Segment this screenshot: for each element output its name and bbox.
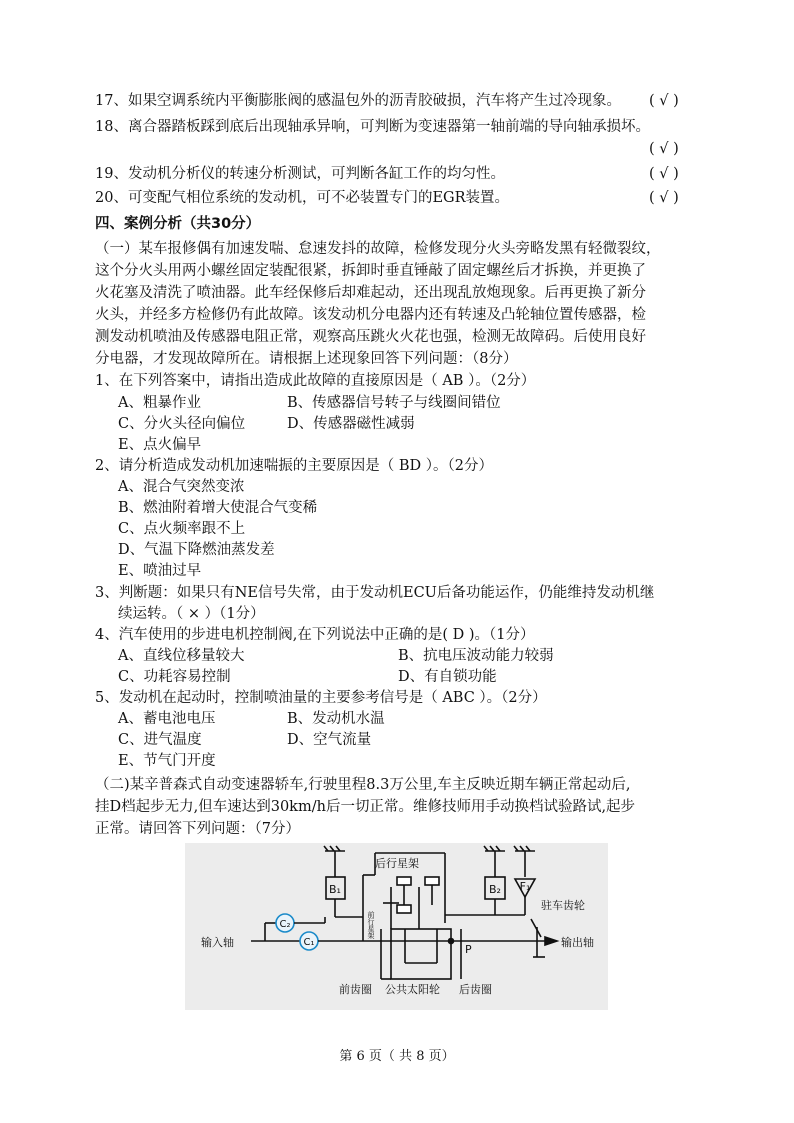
b1-label: B₁ — [329, 883, 341, 896]
tf-item-18: 18、离合器踏板踩到底后出现轴承异响，可判断为变速器第一轴前端的导向轴承损坏。 — [95, 119, 650, 135]
q2-option-c: C、点火频率跟不上 — [118, 521, 246, 537]
question-2: 2、请分析造成发动机加速喘振的主要原因是（ BD ）。（2分） — [95, 458, 493, 474]
parking-gear-label: 驻车齿轮 — [541, 899, 585, 912]
case1-line: 这个分火头用两小螺丝固定装配很紧，拆卸时垂直锤敲了固定螺丝后才拆换，并更换了 — [95, 263, 646, 279]
input-shaft-label: 输入轴 — [201, 936, 234, 949]
tf-item-20: 20、可变配气相位系统的发动机，可不必装置专门的EGR装置。 — [95, 190, 510, 206]
rear-ring-label: 后齿圈 — [459, 983, 492, 996]
q2-option-d: D、气温下降燃油蒸发差 — [118, 542, 275, 558]
case1-line: 火花塞及清洗了喷油器。此车经保修后却难起动，还出现乱放炮现象。后再更换了新分 — [95, 285, 646, 301]
tf-answer-20: ( √ ) — [649, 190, 679, 206]
case1-line: 测发动机喷油及传感器电阻正常，观察高压跳火火花也强，检测无故障码。后使用良好 — [95, 329, 646, 345]
q2-option-b: B、燃油附着增大使混合气变稀 — [118, 500, 318, 516]
q4-option-b: B、抗电压波动能力较弱 — [398, 648, 554, 664]
ground-b1 — [324, 846, 345, 877]
tf-answer-17: ( √ ) — [649, 93, 679, 109]
ground-b2 — [484, 846, 505, 877]
p-label: P — [465, 943, 472, 956]
front-carrier-label: 前行星架 — [367, 911, 375, 939]
q5-option-c: C、进气温度 — [118, 732, 202, 748]
case1-line: 火头，并经多方检修仍有此故障。该发动机分电器内还有转速及凸轮轴位置传感器，检 — [95, 307, 646, 323]
q1-option-d: D、传感器磁性减弱 — [287, 416, 415, 432]
q2-option-a: A、混合气突然变浓 — [118, 479, 245, 495]
tf-answer-18: ( √ ) — [649, 141, 679, 157]
q5-option-e: E、节气门开度 — [118, 753, 216, 769]
ground-f1 — [514, 846, 535, 877]
q1-option-e: E、点火偏早 — [118, 437, 202, 453]
q4-option-c: C、功耗容易控制 — [118, 669, 231, 685]
case2-line: 挂D档起步无力,但车速达到30km/h后一切正常。维修技师用手动换档试验路试,起步 — [95, 799, 636, 815]
case1-line: 分电器，才发现故障所在。请根据上述现象回答下列问题：（8分） — [95, 351, 518, 367]
q5-option-b: B、发动机水温 — [287, 711, 385, 727]
c1-label: C₁ — [303, 937, 315, 948]
q5-option-a: A、蓄电池电压 — [118, 711, 216, 727]
case2-line: （二)某辛普森式自动变速器轿车,行驶里程8.3万公里,车主反映近期车辆正常起动后, — [95, 777, 631, 793]
case1-line: （一）某车报修偶有加速发喘、怠速发抖的故障，检修发现分火头旁略发黑有轻微裂纹， — [95, 241, 661, 257]
q5-option-d: D、空气流量 — [287, 732, 372, 748]
tf-item-17: 17、如果空调系统内平衡膨胀阀的感温包外的沥青胶破损，汽车将产生过冷现象。 — [95, 93, 621, 109]
output-shaft-label: 输出轴 — [561, 936, 594, 949]
page-footer: 第 6 页（ 共 8 页） — [339, 1049, 455, 1064]
q2-option-e: E、喷油过早 — [118, 563, 202, 579]
sun-gear-drum — [391, 929, 451, 979]
question-3-cont: 续运转。（ × ）（1分） — [118, 606, 265, 622]
c2-label: C₂ — [279, 919, 291, 930]
q4-option-a: A、直线位移量较大 — [118, 648, 245, 664]
case2-line: 正常。请回答下列问题：（7分） — [95, 821, 300, 837]
sun-gear-label: 公共太阳轮 — [385, 983, 440, 996]
rear-carrier-label: 后行星架 — [375, 857, 419, 870]
q1-option-c: C、分火头径向偏位 — [118, 416, 246, 432]
q1-option-b: B、传感器信号转子与线圈间错位 — [287, 395, 501, 411]
question-1: 1、在下列答案中，请指出造成此故障的直接原因是（ AB ）。（2分） — [95, 373, 536, 389]
gearset-diagram — [185, 843, 608, 1010]
question-3: 3、判断题：如果只有NE信号失常，由于发动机ECU后备功能运作，仍能维持发动机继 — [95, 585, 655, 601]
section-title: 四、案例分析（共30分） — [95, 216, 261, 232]
q1-option-a: A、粗暴作业 — [118, 395, 201, 411]
f1-label: F₁ — [519, 880, 531, 893]
question-5: 5、发动机在起动时，控制喷油量的主要参考信号是（ ABC ）。（2分） — [95, 690, 547, 706]
tf-answer-19: ( √ ) — [649, 166, 679, 182]
question-4: 4、汽车使用的步进电机控制阀,在下列说法中正确的是( D )。（1分） — [95, 627, 535, 643]
tf-item-19: 19、发动机分析仪的转速分析测试，可判断各缸工作的均匀性。 — [95, 166, 505, 182]
b2-label: B₂ — [489, 883, 501, 896]
front-ring-label: 前齿圈 — [339, 983, 372, 996]
q4-option-d: D、有自锁功能 — [398, 669, 497, 685]
